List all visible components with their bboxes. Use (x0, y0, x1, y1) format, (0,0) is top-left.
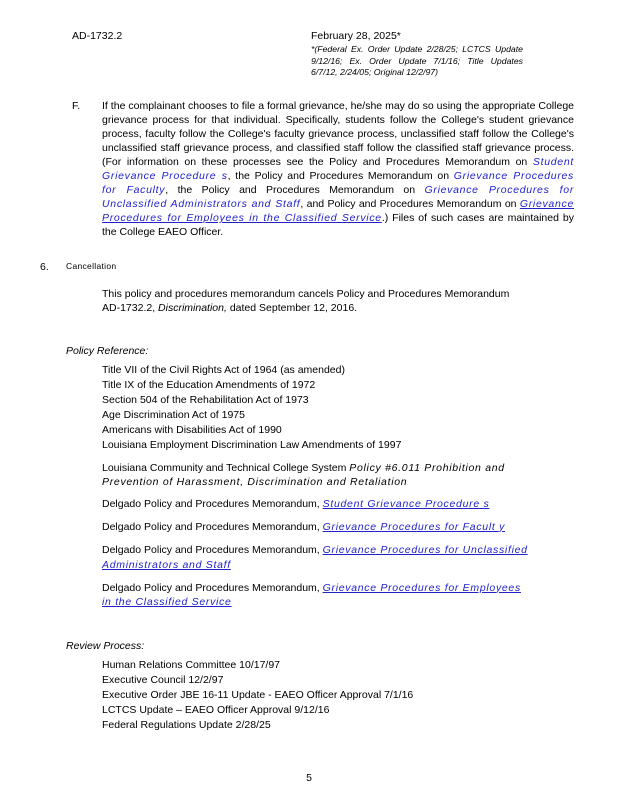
section-f-text-1: If the complainant chooses to file a formal grievance, he/she may do so using the appropriate College grievance process for that individual. Specifically, students follow the College's student grievance process, faculty follow the College's faculty grievance process, unclassified staff follow the College's unclassified staff grievance process, and classified staff follow the classified staff grievance process. (For information on these processes see the Policy and Procedures Memorandum on (102, 99, 574, 168)
lctcs-policy-title: Policy #6.011 Prohibition and Prevention of Harassment, Discrimination and Retaliation (102, 461, 505, 488)
lctcs-text: Louisiana Community and Technical College System (102, 461, 350, 474)
document-date: February 28, 2025* (311, 30, 401, 42)
link-grievance-procedures-unclassified[interactable]: Grievance Procedures for Unclassified Administrators and Staff (102, 183, 575, 211)
section-6-italic: Discrimination, (158, 302, 227, 315)
document-header (36, 30, 582, 79)
section-6-number: 6. (40, 261, 49, 274)
policy-reference-list (102, 363, 532, 610)
link-grievance-procedures-classified[interactable]: Grievance Procedures for Employees in the Classified Service (102, 581, 521, 609)
section-f-text-5: .) Files of such cases are maintained by the College EAEO Officer. (102, 212, 574, 239)
memo-prefix: Delgado Policy and Procedures Memorandum, (102, 497, 323, 510)
memo-prefix: Delgado Policy and Procedures Memorandum, (102, 520, 323, 533)
section-f-text-2: , the Policy and Procedures Memorandum on (227, 169, 454, 182)
list-item: LCTCS Update – EAEO Officer Approval 9/12/16 (102, 704, 330, 717)
list-item: Louisiana Employment Discrimination Law Amendments of 1997 (102, 438, 402, 451)
document-number: AD-1732.2 (72, 30, 123, 42)
lctcs-policy-reference (102, 461, 532, 489)
section-6-title: Cancellation (66, 261, 117, 272)
section-f-label: F. (72, 99, 81, 112)
list-item: Executive Order JBE 16-11 Update - EAEO Officer Approval 7/1/16 (102, 689, 414, 702)
link-student-grievance-procedures[interactable]: Student Grievance Procedure s (322, 497, 490, 510)
policy-reference-heading: Policy Reference: (66, 345, 149, 358)
section-f-text-4: , and Policy and Procedures Memorandum on (300, 198, 520, 211)
link-grievance-procedures-faculty[interactable]: Grievance Procedures for Faculty (102, 169, 574, 196)
section-6-text-1: This policy and procedures memorandum cancels Policy and Procedures Memorandum AD-1732.2, (102, 288, 510, 315)
review-process-heading: Review Process: (66, 640, 145, 653)
section-f-body (102, 99, 582, 240)
memo-reference-classified (102, 581, 532, 611)
section-f-text-3: , the Policy and Procedures Memorandum on (165, 183, 425, 196)
link-grievance-procedures-faculty[interactable]: Grievance Procedures for Facult y (322, 520, 506, 533)
list-item: Age Discrimination Act of 1975 (102, 409, 245, 422)
section-f (36, 99, 582, 240)
link-grievance-procedures-classified[interactable]: Grievance Procedures for Employees in the Classified Service (102, 198, 574, 225)
memo-reference-unclassified (102, 543, 532, 573)
memo-prefix: Delgado Policy and Procedures Memorandum, (102, 543, 323, 556)
list-item: Section 504 of the Rehabilitation Act of 1973 (102, 394, 309, 407)
page-number: 5 (306, 772, 312, 784)
list-item: Executive Council 12/2/97 (102, 674, 224, 687)
header-right-block (311, 30, 582, 79)
memo-reference-student (102, 497, 532, 512)
list-item: Title VII of the Civil Rights Act of 1964 (as amended) (102, 364, 345, 377)
memo-prefix: Delgado Policy and Procedures Memorandum, (102, 581, 323, 594)
list-item: Title IX of the Education Amendments of 1972 (102, 379, 316, 392)
link-grievance-procedures-unclassified[interactable]: Grievance Procedures for Unclassified Administrators and Staff (102, 543, 528, 571)
link-student-grievance-procedures[interactable]: Student Grievance Procedure s (102, 155, 574, 182)
memo-reference-faculty (102, 520, 532, 535)
review-process-list (102, 658, 582, 733)
section-6-body (102, 287, 522, 315)
section-6-text-2: dated September 12, 2016. (226, 302, 358, 315)
revision-note: *(Federal Ex. Order Update 2/28/25; LCTCS Update 9/12/16; Ex. Order Update 7/1/16; Title Updates 6/7/12, 2/24/05; Original 12/2/97) (311, 44, 523, 78)
section-6-heading (36, 261, 582, 273)
list-item: Human Relations Committee 10/17/97 (102, 659, 281, 672)
list-item: Federal Regulations Update 2/28/25 (102, 718, 271, 731)
list-item: Americans with Disabilities Act of 1990 (102, 423, 282, 436)
